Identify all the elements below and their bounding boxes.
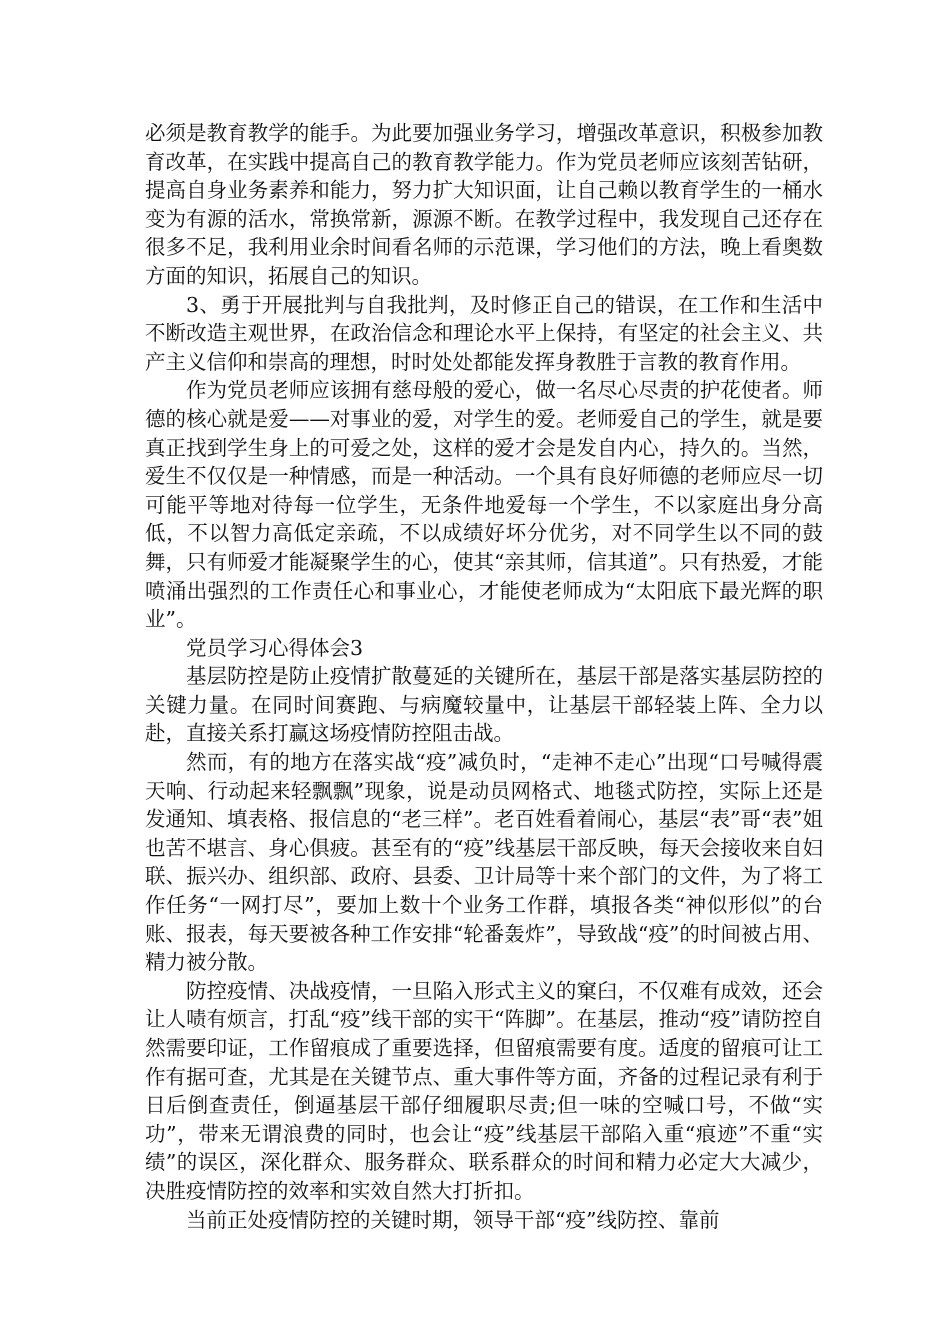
- paragraph-grassroots-control: 基层防控是防止疫情扩散蔓延的关键所在，基层干部是落实基层防控的关键力量。在同时间赛跑、与病魔较量中，让基层干部轻装上阵、全力以赴，直接关系打赢这场疫情防控阻击战。: [145, 664, 823, 746]
- paragraph-trace-moderation: 防控疫情、决战疫情，一旦陷入形式主义的窠臼，不仅难有成效，还会让人啧有烦言，打乱“疫”线干部的实干“阵脚”。在基层，推动“疫”请防控自然需要印证，工作留痕成了重要选择，但留痕需要有度。适度的留痕可让工作有据可查，尤其是在关键节点、重大事件等方面，齐备的过程记录有利于日后倒查责任，倒逼基层干部仔细履职尽责;但一味的空喊口号，不做“实功”，带来无谓浪费的同时，也会让“疫”线基层干部陷入重“痕迹”不重“实绩”的误区，深化群众、服务群众、联系群众的时间和精力必定大大减少，决胜疫情防控的效率和实效自然大打折扣。: [145, 978, 823, 1203]
- paragraph-self-criticism: 3、勇于开展批判与自我批判，及时修正自己的错误，在工作和生活中不断改造主观世界，在政治信念和理论水平上保持，有坚定的社会主义、共产主义信仰和崇高的理想，时时处处都能发挥身教胜于言教的教育作用。: [145, 292, 823, 374]
- paragraph-teaching-ability: 必须是教育教学的能手。为此要加强业务学习，增强改革意识，积极参加教育改革，在实践中提高自己的教育教学能力。作为党员老师应该刻苦钻研，提高自身业务素养和能力，努力扩大知识面，让自己赖以教育学生的一桶水变为有源的活水，常换常新，源源不断。在教学过程中，我发现自己还存在很多不足，我利用业余时间看名师的示范课，学习他们的方法，晚上看奥数方面的知识，拓展自己的知识。: [145, 121, 823, 288]
- paragraph-formalism-burden: 然而，有的地方在落实战“疫”减负时，“走神不走心”出现“口号喊得震天响、行动起来轻飘飘”现象，说是动员网格式、地毯式防控，实际上还是发通知、填表格、报信息的“老三样”。老百姓看着闹心，基层“表”哥“表”姐也苦不堪言、身心俱疲。甚至有的“疫”线基层干部反映，每天会接收来自妇联、振兴办、组织部、政府、县委、卫计局等十来个部门的文件，为了将工作任务“一网打尽”，要加上数十个业务工作群，填报各类“神似形似”的台账、报表，每天要被各种工作安排“轮番轰炸”，导致战“疫”的时间被占用、精力被分散。: [145, 750, 823, 975]
- paragraph-critical-period: 当前正处疫情防控的关键时期，领导干部“疫”线防控、靠前: [186, 1207, 720, 1232]
- document-body: [145, 119, 823, 1234]
- paragraph-teacher-love: 作为党员老师应该拥有慈母般的爱心，做一名尽心尽责的护花使者。师德的核心就是爱——对事业的爱，对学生的爱。老师爱自己的学生，就是要真正找到学生身上的可爱之处，这样的爱才会是发自内心，持久的。当然，爱生不仅仅是一种情感，而是一种活动。一个具有良好师德的老师应尽一切可能平等地对待每一位学生，无条件地爱每一个学生，不以家庭出身分高低，不以智力高低定亲疏，不以成绩好坏分优劣，对不同学生以不同的鼓舞，只有师爱才能凝聚学生的心，使其“亲其师，信其道”。只有热爱，才能喷涌出强烈的工作责任心和事业心，才能使老师成为“太阳底下最光辉的职业”。: [145, 378, 823, 632]
- section-heading: 党员学习心得体会3: [186, 635, 364, 660]
